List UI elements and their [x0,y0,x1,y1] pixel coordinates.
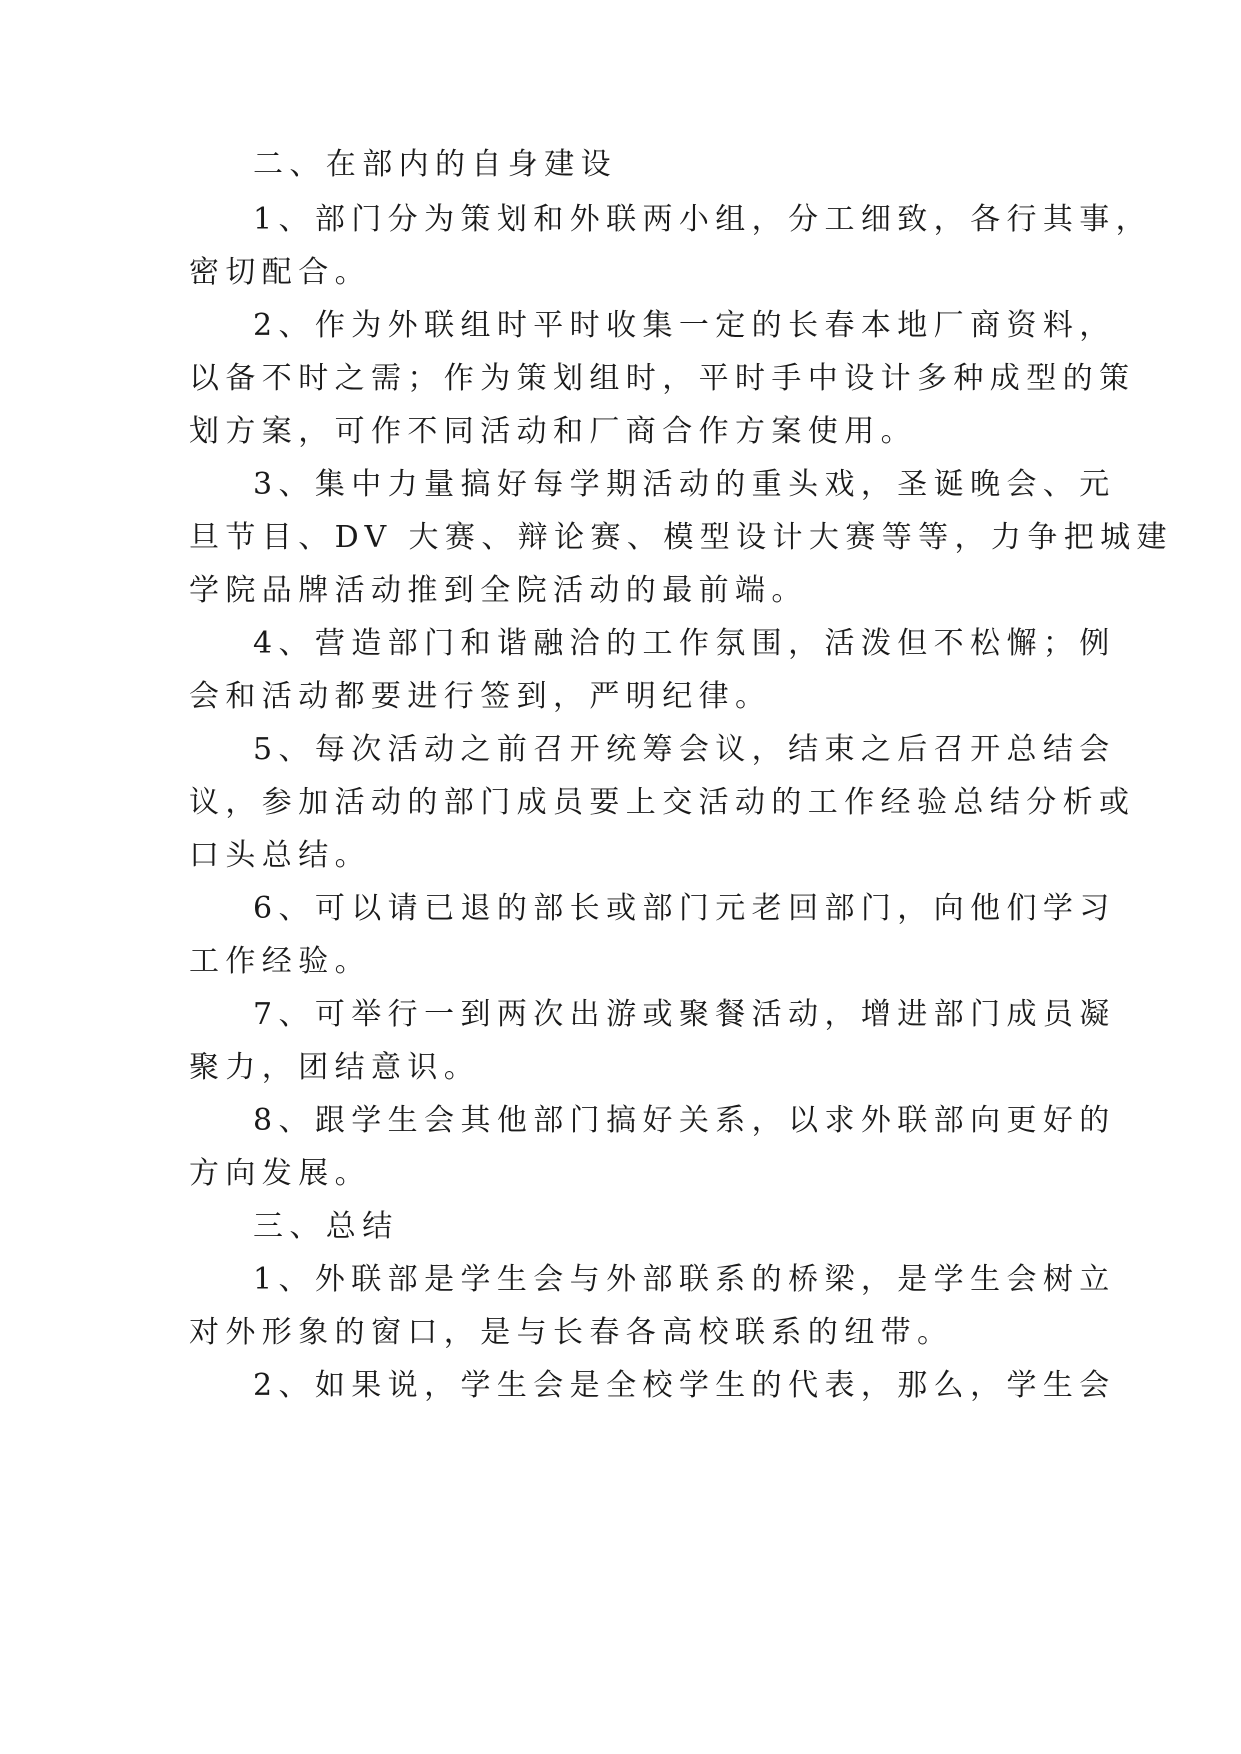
paragraph-line [0,412,1241,452]
text-line: 旦节目、DV 大赛、辩论赛、模型设计大赛等等，力争把城建 [189,520,1173,555]
paragraph-line [0,518,1241,558]
text-line: 口头总结。 [189,838,371,873]
paragraph-line [0,571,1241,611]
text-line: 8、跟学生会其他部门搞好关系，以求外联部向更好的 [253,1103,1116,1138]
text-line: 工作经验。 [189,944,371,979]
paragraph-line [0,1260,1241,1300]
paragraph-line [0,995,1241,1035]
text-line: 聚力，团结意识。 [189,1050,481,1085]
text-line: 6、可以请已退的部长或部门元老回部门，向他们学习 [253,891,1116,926]
paragraph-line [0,1313,1241,1353]
text-line: 5、每次活动之前召开统筹会议，结束之后召开总结会 [253,732,1116,767]
text-line: 会和活动都要进行签到，严明纪律。 [189,679,772,714]
paragraph-line [0,1154,1241,1194]
text-line: 二、在部内的自身建设 [253,147,617,182]
paragraph-line [0,465,1241,505]
text-line: 学院品牌活动推到全院活动的最前端。 [189,573,808,608]
text-line: 1、外联部是学生会与外部联系的桥梁，是学生会树立 [253,1262,1116,1297]
section-heading-self-building [0,145,1241,185]
text-line: 7、可举行一到两次出游或聚餐活动，增进部门成员凝 [253,997,1116,1032]
text-line: 1、部门分为策划和外联两小组，分工细致，各行其事， [253,202,1153,237]
paragraph-line [0,200,1241,240]
paragraph-line [0,836,1241,876]
text-line: 划方案，可作不同活动和厂商合作方案使用。 [189,414,917,449]
text-line: 对外形象的窗口，是与长春各高校联系的纽带。 [189,1315,954,1350]
paragraph-line [0,1366,1241,1406]
text-line: 方向发展。 [189,1156,371,1191]
text-line: 以备不时之需；作为策划组时，平时手中设计多种成型的策 [189,361,1136,396]
paragraph-line [0,1101,1241,1141]
paragraph-line [0,942,1241,982]
paragraph-line [0,1048,1241,1088]
text-line: 2、如果说，学生会是全校学生的代表，那么，学生会 [253,1368,1116,1403]
paragraph-line [0,889,1241,929]
paragraph-line [0,730,1241,770]
text-line: 三、总结 [253,1209,399,1244]
paragraph-line [0,624,1241,664]
text-line: 密切配合。 [189,255,371,290]
paragraph-line [0,783,1241,823]
section-heading-summary [0,1207,1241,1247]
paragraph-line [0,359,1241,399]
text-line: 2、作为外联组时平时收集一定的长春本地厂商资料， [253,308,1116,343]
paragraph-line [0,306,1241,346]
text-line: 3、集中力量搞好每学期活动的重头戏，圣诞晚会、元 [253,467,1116,502]
paragraph-line [0,677,1241,717]
text-line: 议，参加活动的部门成员要上交活动的工作经验总结分析或 [189,785,1136,820]
paragraph-line [0,253,1241,293]
text-line: 4、营造部门和谐融洽的工作氛围，活泼但不松懈；例 [253,626,1116,661]
